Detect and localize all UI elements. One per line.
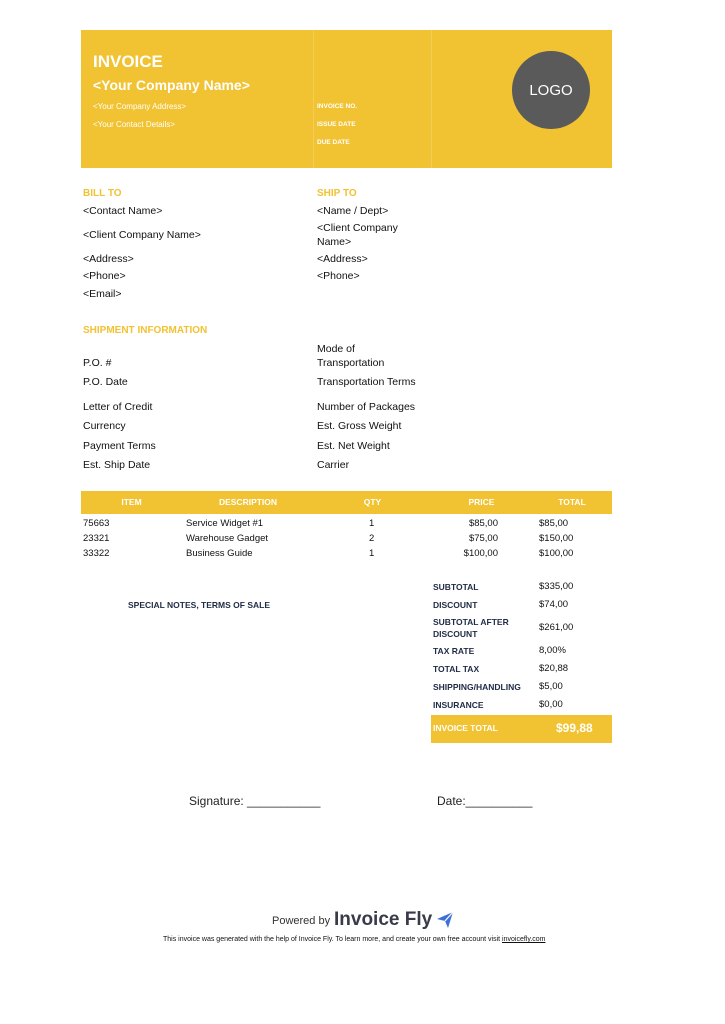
- invoicefly-link[interactable]: invoicefly.com: [502, 936, 546, 943]
- net-weight-label: Est. Net Weight: [317, 440, 390, 452]
- bill-to-contact: <Contact Name>: [83, 205, 163, 217]
- letter-of-credit-label: Letter of Credit: [83, 401, 153, 413]
- shipping-label: SHIPPING/HANDLING: [433, 682, 521, 692]
- header-divider: [431, 30, 432, 168]
- subtotal-value: $335,00: [539, 581, 574, 592]
- mode-of-transport-label: Mode of Transportation: [317, 343, 385, 369]
- row-description: Service Widget #1: [186, 518, 264, 529]
- po-date-label: P.O. Date: [83, 376, 128, 388]
- discount-label: DISCOUNT: [433, 600, 478, 610]
- row-total: $100,00: [539, 548, 574, 559]
- col-total: TOTAL: [558, 497, 586, 507]
- insurance-label: INSURANCE: [433, 700, 484, 710]
- col-description: DESCRIPTION: [218, 497, 278, 507]
- invoice-total-value: $99,88: [556, 721, 593, 735]
- col-price: PRICE: [468, 497, 495, 507]
- tax-rate-value: 8,00%: [539, 645, 566, 656]
- row-description: Warehouse Gadget: [186, 533, 269, 544]
- row-qty: 1: [369, 518, 375, 529]
- row-item: 75663: [83, 518, 110, 529]
- row-qty: 2: [369, 533, 375, 544]
- company-address: <Your Company Address>: [93, 102, 187, 111]
- bill-to-address: <Address>: [83, 253, 134, 265]
- company-contact: <Your Contact Details>: [93, 120, 175, 129]
- row-total: $85,00: [539, 518, 569, 529]
- col-qty: QTY: [363, 497, 382, 507]
- invoice-header: [81, 30, 612, 168]
- row-item: 33322: [83, 548, 110, 559]
- row-price: $75,00: [468, 533, 498, 544]
- ship-to-company: <Client Company Name>: [317, 222, 398, 248]
- signature-line: Signature: ___________: [189, 794, 321, 808]
- company-name: <Your Company Name>: [93, 77, 250, 93]
- subtotal-label: SUBTOTAL: [433, 582, 479, 592]
- ship-to-name: <Name / Dept>: [317, 205, 389, 217]
- row-total: $150,00: [539, 533, 574, 544]
- col-item: ITEM: [121, 497, 142, 507]
- footer-note-text: This invoice was generated with the help of Invoice Fly. To learn more, and create your own free account visit: [163, 936, 501, 943]
- bill-to-phone: <Phone>: [83, 270, 126, 282]
- po-number-label: P.O. #: [83, 357, 112, 369]
- discount-value: $74,00: [539, 599, 569, 610]
- row-qty: 1: [369, 548, 375, 559]
- row-price: $85,00: [468, 518, 498, 529]
- tax-rate-label: TAX RATE: [433, 646, 475, 656]
- currency-label: Currency: [83, 420, 126, 432]
- bill-to-heading: BILL TO: [83, 188, 122, 199]
- transport-terms-label: Transportation Terms: [317, 376, 416, 388]
- invoice-no-label: INVOICE NO.: [317, 103, 358, 110]
- bill-to-email: <Email>: [83, 288, 122, 300]
- issue-date-label: ISSUE DATE: [317, 121, 356, 128]
- carrier-label: Carrier: [317, 459, 350, 471]
- row-price: $100,00: [463, 548, 498, 559]
- packages-label: Number of Packages: [317, 401, 416, 413]
- invoice-total-bar: [431, 715, 612, 743]
- header-divider: [313, 30, 314, 168]
- est-ship-date-label: Est. Ship Date: [83, 459, 151, 471]
- special-notes-label: SPECIAL NOTES, TERMS OF SALE: [128, 600, 270, 610]
- subtotal-after-discount-label: SUBTOTAL AFTER DISCOUNT: [433, 617, 509, 639]
- ship-to-address: <Address>: [317, 253, 368, 265]
- shipment-heading: SHIPMENT INFORMATION: [83, 325, 208, 336]
- bill-to-company: <Client Company Name>: [83, 229, 201, 241]
- row-description: Business Guide: [186, 548, 253, 559]
- row-item: 23321: [83, 533, 110, 544]
- ship-to-heading: SHIP TO: [317, 188, 357, 199]
- gross-weight-label: Est. Gross Weight: [317, 420, 402, 432]
- powered-by-text: Powered by: [272, 915, 331, 927]
- invoice-title: INVOICE: [93, 52, 163, 71]
- insurance-value: $0,00: [539, 699, 563, 710]
- logo-text: LOGO: [529, 81, 573, 99]
- items-table-header: [81, 491, 612, 514]
- paper-plane-icon: [436, 911, 454, 929]
- total-tax-value: $20,88: [539, 663, 569, 674]
- invoice-total-label: INVOICE TOTAL: [433, 723, 498, 733]
- brand-name: Invoice Fly: [334, 909, 433, 930]
- ship-to-phone: <Phone>: [317, 270, 360, 282]
- shipping-value: $5,00: [539, 681, 563, 692]
- payment-terms-label: Payment Terms: [83, 440, 156, 452]
- total-tax-label: TOTAL TAX: [433, 664, 480, 674]
- footer-note: [163, 936, 546, 943]
- date-line: Date:__________: [437, 794, 533, 808]
- subtotal-after-discount-value: $261,00: [539, 622, 574, 633]
- due-date-label: DUE DATE: [317, 139, 350, 146]
- logo-placeholder: [512, 51, 590, 129]
